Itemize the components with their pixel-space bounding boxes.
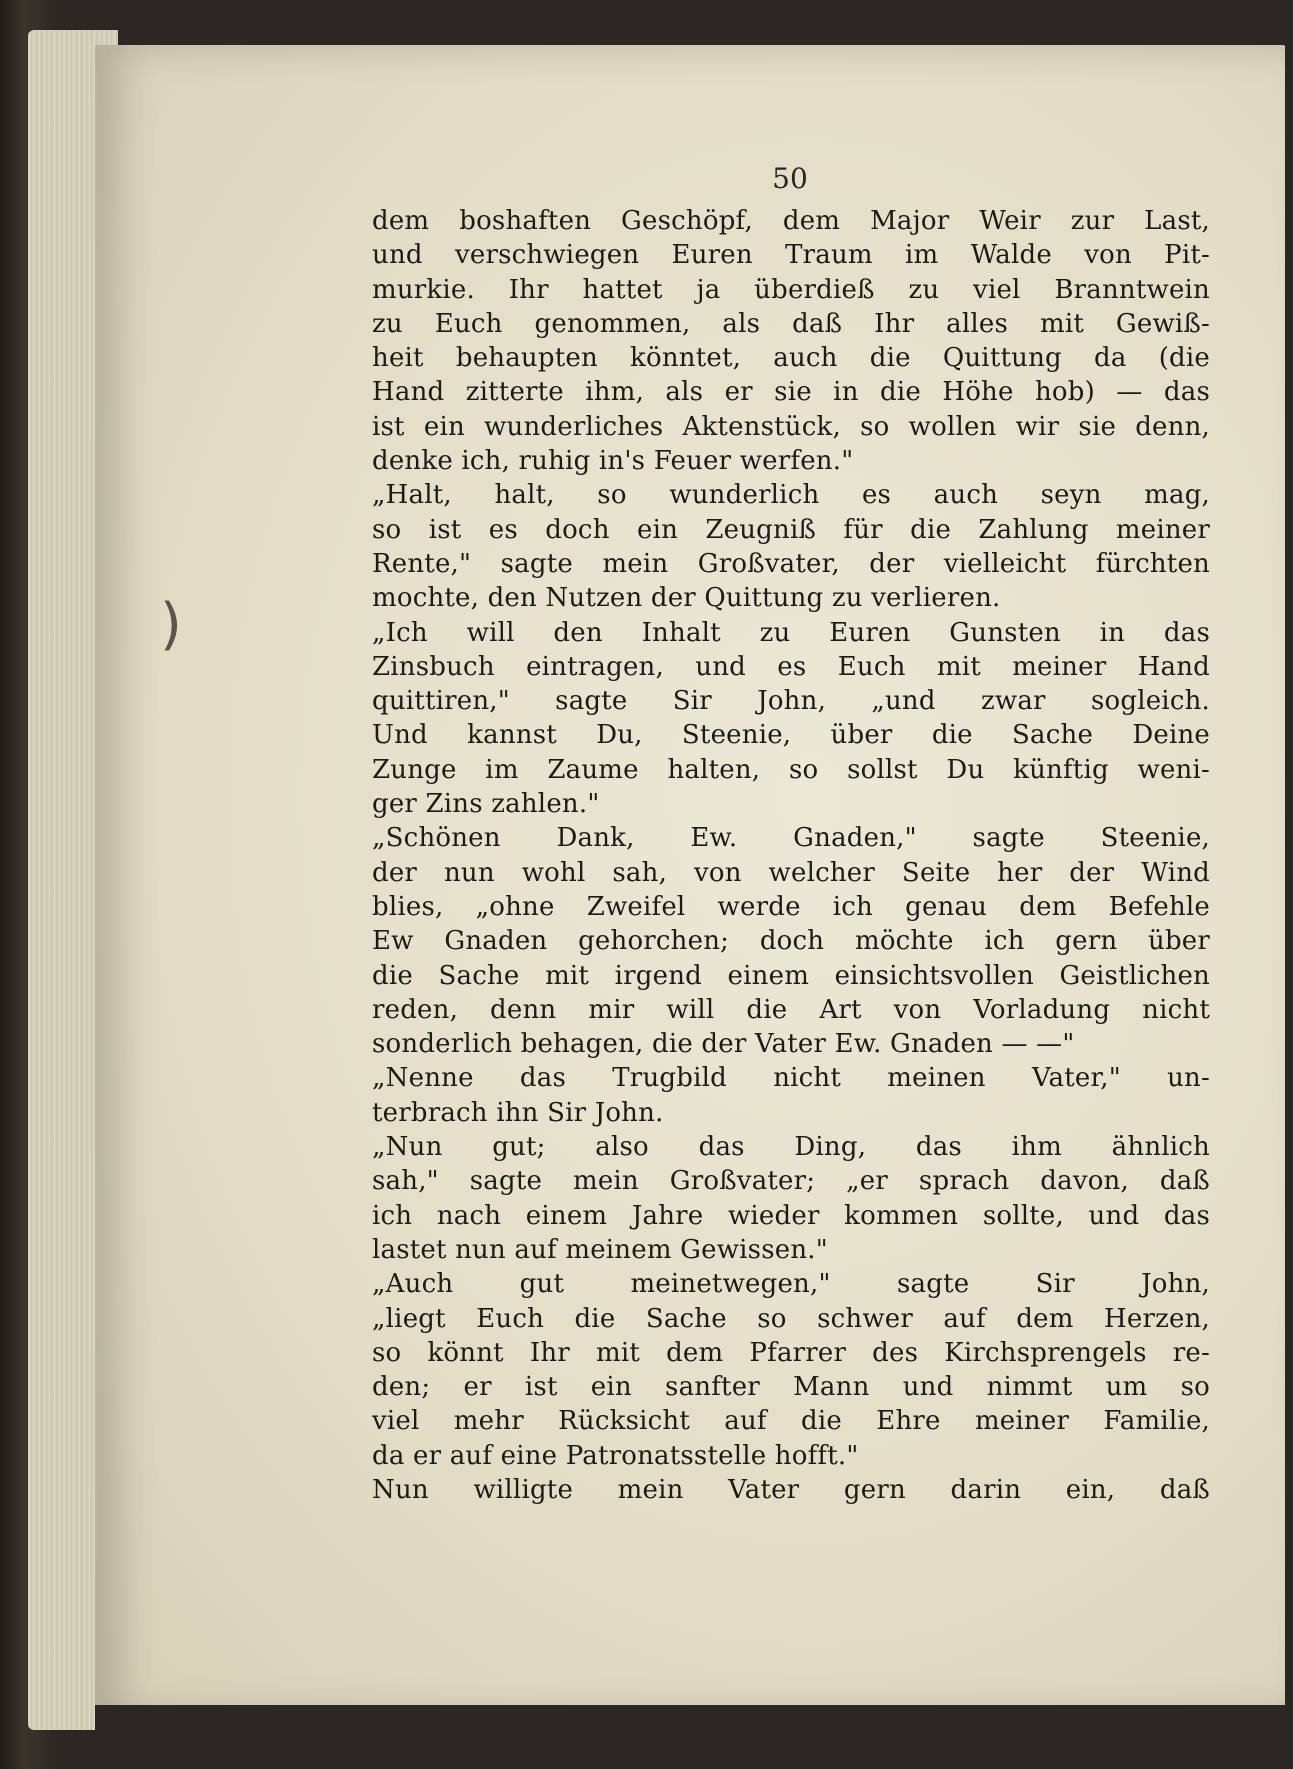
bottom-background: [95, 1705, 1285, 1769]
body-text: [372, 204, 1210, 1507]
text-line: „Schönen Dank, Ew. Gnaden," sagte Steenie,: [372, 823, 1210, 854]
text-line: „Nun gut; also das Ding, das ihm ähnlich: [372, 1132, 1210, 1163]
text-line: mochte, den Nutzen der Quittung zu verlieren.: [372, 583, 1001, 614]
text-line: viel mehr Rücksicht auf die Ehre meiner Familie,: [372, 1406, 1210, 1437]
text-line: Zinsbuch eintragen, und es Euch mit meiner Hand: [372, 651, 1210, 682]
margin-bracket-mark: ): [160, 592, 182, 657]
text-line: Zunge im Zaume halten, so sollst Du künftig weni-: [372, 754, 1210, 785]
text-line: „Ich will den Inhalt zu Euren Gunsten in das: [372, 617, 1210, 648]
text-line: Nun willigte mein Vater gern darin ein, daß: [372, 1474, 1210, 1505]
text-line: murkie. Ihr hattet ja überdieß zu viel Branntwein: [372, 274, 1210, 305]
text-line: reden, denn mir will die Art von Vorladung nicht: [372, 994, 1210, 1025]
text-line: „Halt, halt, so wunderlich es auch seyn mag,: [372, 480, 1210, 511]
text-line: die Sache mit irgend einem einsichtsvollen Geistlichen: [372, 960, 1210, 991]
text-line: ist ein wunderliches Aktenstück, so wollen wir sie denn,: [372, 411, 1210, 442]
text-line: terbrach ihn Sir John.: [372, 1097, 664, 1128]
text-line: denke ich, ruhig in's Feuer werfen.": [372, 446, 854, 477]
text-line: und verschwiegen Euren Traum im Walde von Pit-: [372, 240, 1210, 271]
text-line: lastet nun auf meinem Gewissen.": [372, 1234, 828, 1265]
text-line: „Auch gut meinetwegen," sagte Sir John,: [372, 1269, 1210, 1300]
text-line: zu Euch genommen, als daß Ihr alles mit Gewiß-: [372, 308, 1210, 339]
text-line: den; er ist ein sanfter Mann und nimmt um so: [372, 1372, 1210, 1403]
text-line: da er auf eine Patronatsstelle hofft.": [372, 1440, 859, 1471]
text-line: ich nach einem Jahre wieder kommen sollte, und das: [372, 1200, 1210, 1231]
text-line: sah," sagte mein Großvater; „er sprach davon, daß: [372, 1166, 1210, 1197]
text-line: Rente," sagte mein Großvater, der vielleicht fürchten: [372, 548, 1210, 579]
text-line: „liegt Euch die Sache so schwer auf dem Herzen,: [372, 1303, 1210, 1334]
text-line: sonderlich behagen, die der Vater Ew. Gnaden — —": [372, 1029, 1075, 1060]
text-line: blies, „ohne Zweifel werde ich genau dem Befehle: [372, 891, 1210, 922]
text-line: der nun wohl sah, von welcher Seite her der Wind: [372, 857, 1210, 888]
text-line: so ist es doch ein Zeugniß für die Zahlung meiner: [372, 514, 1210, 545]
text-line: ger Zins zahlen.": [372, 789, 600, 820]
text-line: dem boshaften Geschöpf, dem Major Weir zur Last,: [372, 206, 1210, 236]
text-line: quittiren," sagte Sir John, „und zwar sogleich.: [372, 686, 1210, 717]
page-number: 50: [772, 162, 808, 195]
text-line: Ew Gnaden gehorchen; doch möchte ich gern über: [372, 926, 1210, 957]
text-line: so könnt Ihr mit dem Pfarrer des Kirchsprengels re-: [372, 1337, 1210, 1368]
text-line: „Nenne das Trugbild nicht meinen Vater," un-: [372, 1063, 1210, 1094]
text-line: Und kannst Du, Steenie, über die Sache Deine: [372, 720, 1210, 751]
text-line: heit behaupten könntet, auch die Quittung da (die: [372, 343, 1210, 374]
text-line: Hand zitterte ihm, als er sie in die Höhe hob) — das: [372, 377, 1210, 408]
